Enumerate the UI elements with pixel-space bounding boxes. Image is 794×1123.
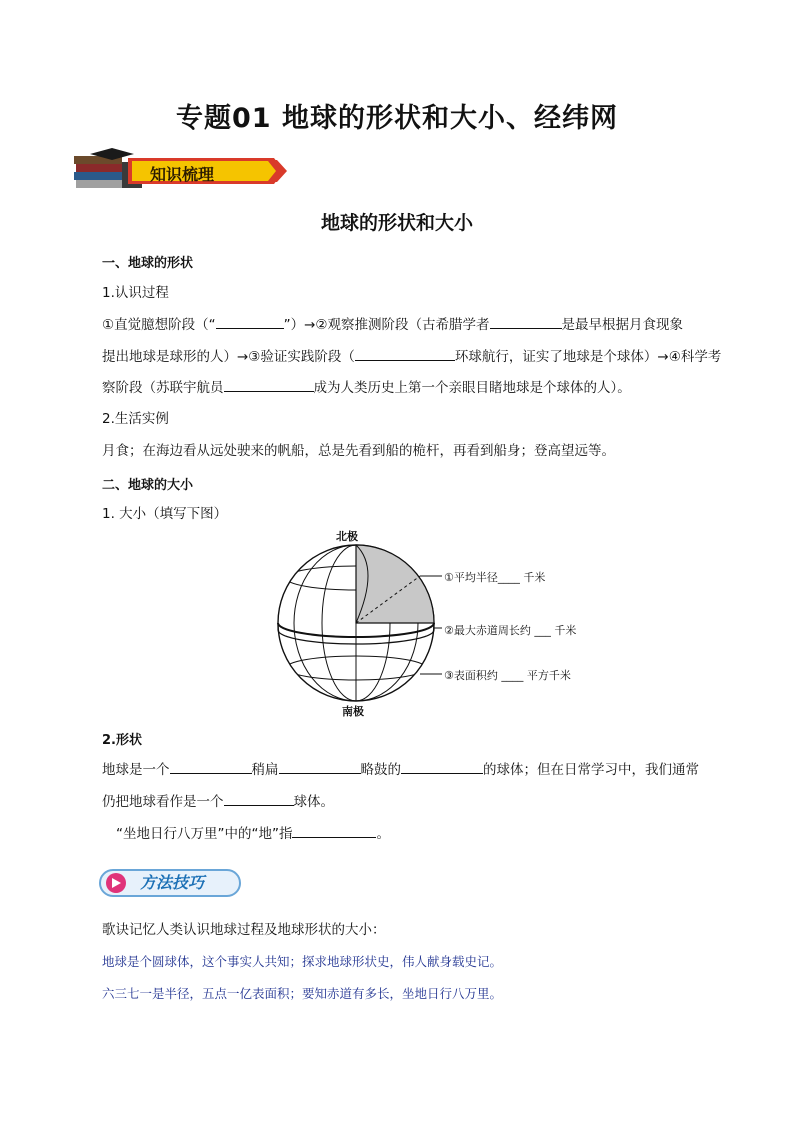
blank-field[interactable] — [355, 346, 455, 361]
process-text-1c: 是最早根据月食现象 — [561, 317, 684, 333]
shape-text-b: 稍扁 — [251, 762, 279, 778]
part2-sub2: 2.形状 — [102, 733, 142, 748]
verse-line-2: 六三七一是半径，五点一亿表面积；要知赤道有多长，坐地日行八万里。 — [102, 986, 503, 1001]
tips-intro: 歌诀记忆人类认识地球过程及地球形状的大小： — [102, 922, 386, 938]
circumference-label: ②最大赤道周长约 ___ 千米 — [444, 624, 577, 637]
radius-label: ①平均半径____ 千米 — [444, 571, 546, 584]
part2-sub1: 1. 大小（填写下图） — [102, 506, 228, 522]
section-title: 地球的形状和大小 — [320, 212, 473, 234]
shape-text-2a: 仍把地球看作是一个 — [102, 794, 224, 810]
blank-field[interactable] — [170, 759, 252, 774]
north-pole-label: 北极 — [336, 530, 358, 543]
verse-line-1: 地球是个圆球体，这个事实人共知；探求地球形状史，伟人献身载史记。 — [102, 954, 503, 969]
process-line-2 — [102, 346, 721, 367]
blank-field[interactable] — [292, 823, 376, 838]
part2-heading: 二、地球的大小 — [102, 478, 194, 493]
process-text-2a: 提出地球是球形的人）→③验证实践阶段（ — [102, 349, 355, 365]
blank-field[interactable] — [490, 314, 562, 329]
shape-line-1 — [102, 759, 699, 780]
process-line-3 — [102, 377, 631, 398]
banner-label: 知识梳理 — [150, 165, 215, 184]
process-line-1 — [102, 314, 683, 335]
quote-line — [116, 823, 390, 844]
shape-text-d: 的球体；但在日常学习中，我们通常 — [483, 762, 699, 778]
blank-field[interactable] — [224, 791, 294, 806]
shape-text-a: 地球是一个 — [102, 762, 170, 778]
shape-text-2b: 球体。 — [293, 794, 334, 810]
blank-field[interactable] — [216, 314, 284, 329]
tips-label: 方法技巧 — [140, 873, 205, 892]
globe-diagram — [270, 528, 600, 718]
process-text-3a: 察阶段（苏联宇航员 — [102, 380, 224, 396]
blank-field[interactable] — [224, 377, 314, 392]
process-text-1b: ”）→②观察推测阶段（古希腊学者 — [283, 317, 490, 333]
shape-line-2 — [102, 791, 334, 812]
process-text-3b: 成为人类历史上第一个亲眼目睹地球是个球体的人）。 — [313, 380, 631, 396]
surface-area-label: ③表面积约 ____ 平方千米 — [444, 669, 571, 682]
shape-text-c: 略鼓的 — [360, 762, 401, 778]
part1-sub2: 2.生活实例 — [102, 411, 169, 427]
south-pole-label: 南极 — [342, 705, 364, 718]
process-text-1a: ①直觉臆想阶段（“ — [102, 317, 216, 333]
document-title: 专题01 地球的形状和大小、经纬网 — [176, 103, 618, 134]
life-example: 月食；在海边看从远处驶来的帆船，总是先看到船的桅杆，再看到船身；登高望远等。 — [102, 443, 615, 459]
part1-heading: 一、地球的形状 — [102, 256, 194, 271]
blank-field[interactable] — [279, 759, 361, 774]
quote-text-a: “坐地日行八万里”中的“地”指 — [116, 826, 293, 842]
blank-field[interactable] — [401, 759, 483, 774]
process-text-2b: 环球航行，证实了地球是个球体）→④科学考 — [454, 349, 722, 365]
part1-sub1: 1.认识过程 — [102, 285, 169, 301]
quote-text-b: 。 — [376, 826, 390, 842]
